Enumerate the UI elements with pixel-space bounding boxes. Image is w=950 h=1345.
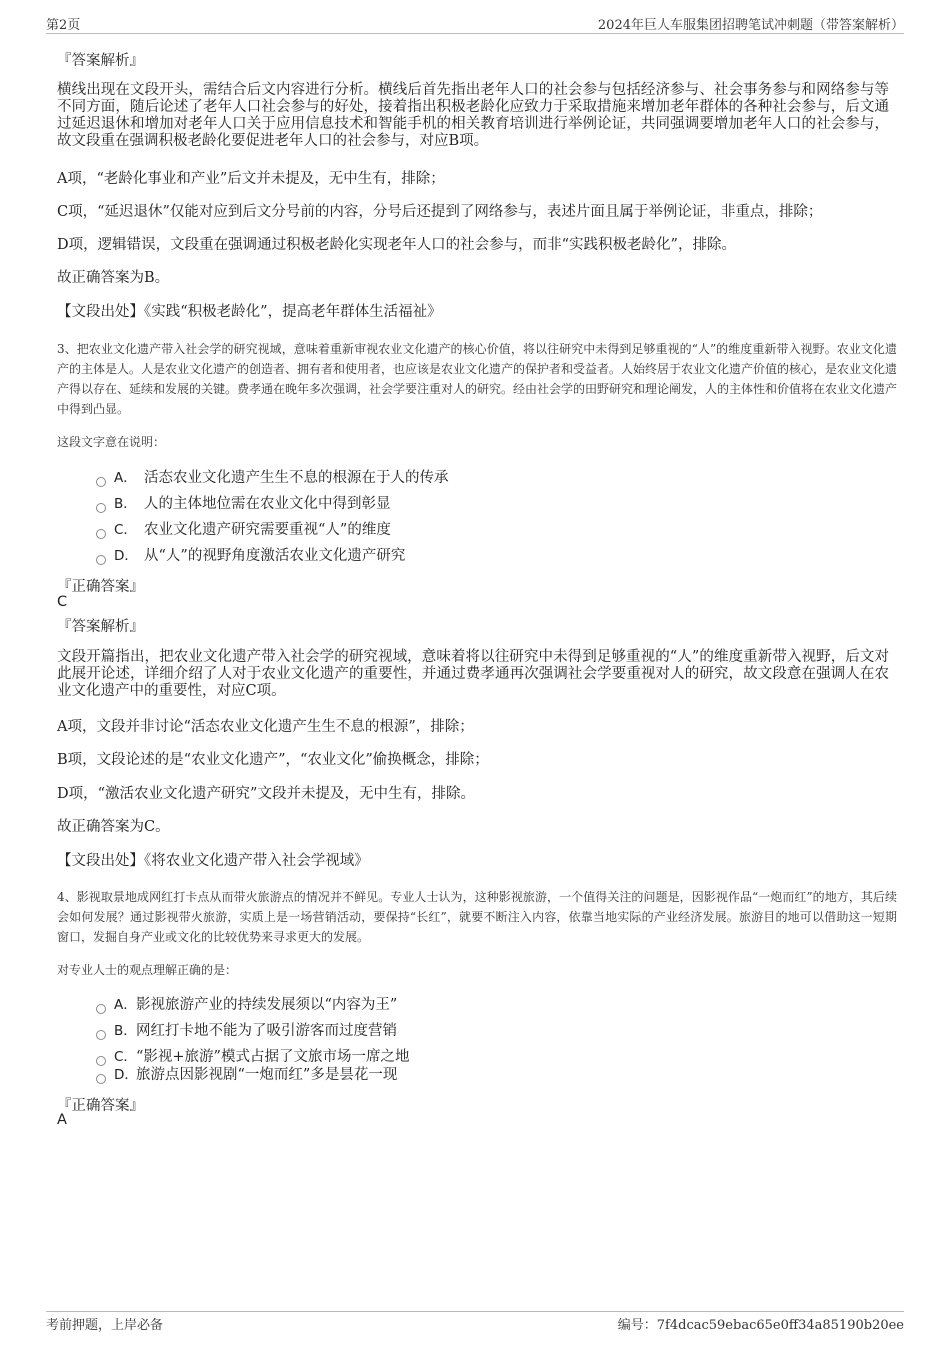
- radio-icon[interactable]: [96, 477, 106, 487]
- q3-option-a[interactable]: A． 活态农业文化遗产生生不息的根源在于人的传承: [96, 468, 449, 488]
- q2-option-c-note: C项，“延迟退休”仅能对应到后文分号前的内容，分号后还提到了网络参与，表述片面且属于举例论证，非重点，排除；: [57, 204, 823, 220]
- q4-option-d[interactable]: D．旅游点因影视剧“一炮而红”多是昙花一现: [96, 1065, 397, 1085]
- q3-analysis-label: 『答案解析』: [57, 619, 144, 635]
- q4-answer-label: 『正确答案』: [57, 1098, 144, 1114]
- header-divider: [46, 33, 904, 34]
- radio-icon[interactable]: [96, 1030, 106, 1040]
- q3-source: 【文段出处】《将农业文化遗产带入社会学视域》: [57, 853, 369, 869]
- q3-option-d-note: D项，“激活农业文化遗产研究”文段并未提及，无中生有，排除。: [57, 786, 475, 802]
- page-number: 第2页: [46, 18, 81, 33]
- footer-divider: [46, 1311, 904, 1312]
- q2-analysis-label: 『答案解析』: [57, 53, 144, 69]
- radio-icon[interactable]: [96, 503, 106, 513]
- q4-option-c[interactable]: C．“影视+旅游”模式占据了文旅市场一席之地: [96, 1047, 409, 1067]
- q4-stem: 4、影视取景地成网红打卡点从而带火旅游点的情况并不鲜见。专业人士认为，这种影视旅游，一个值得关注的问题是，因影视作品“一炮而红”的地方，其后续会如何发展？通过影视带火旅游，实质上是一场营销活动，要保持“长红”，就要不断注入内容，依靠当地实际的产业经济发展。旅游目的地可以借助这一短期窗口，发掘自身产业或文化的比较优势来寻求更大的发展。: [57, 890, 897, 944]
- q2-option-a-note: A项，“老龄化事业和产业”后文并未提及，无中生有，排除；: [57, 171, 445, 187]
- q3-analysis-text: 文段开篇指出，把农业文化遗产带入社会学的研究视域，意味着将以往研究中未得到足够重视的“人”的维度重新带入视野，后文对此展开论述，详细介绍了人对于农业文化遗产的重要性，并通过费孝通再次强调社会学要重视对人的研究，故文段意在强调人在农业文化遗产中的重要性，对应C项。: [57, 649, 889, 699]
- radio-icon[interactable]: [96, 555, 106, 565]
- document-id: 编号：7f4dcac59ebac65e0ff34a85190b20ee: [617, 1318, 904, 1333]
- document-title: 2024年巨人车服集团招聘笔试冲刺题（带答案解析）: [597, 18, 904, 33]
- radio-icon[interactable]: [96, 1074, 106, 1084]
- q3-stem: 3、把农业文化遗产带入社会学的研究视域，意味着重新审视农业文化遗产的核心价值，将以往研究中未得到足够重视的“人”的维度重新带入视野。农业文化遗产的主体是人。人是农业文化遗产的创造者、拥有者和使用者，也应该是农业文化遗产的保护者和受益者。人始终居于农业文化遗产价值的核心，是农业文化遗产得以存在、延续和发展的关键。费孝通在晚年多次强调，社会学要注重对人的研究。经由社会学的田野研究和理论阐发，人的主体性和价值将在农业文化遗产中得到凸显。: [57, 342, 898, 416]
- q4-prompt: 对专业人士的观点理解正确的是：: [57, 963, 238, 977]
- radio-icon[interactable]: [96, 1004, 106, 1014]
- q3-option-a-note: A项，文段并非讨论“活态农业文化遗产生生不息的根源”，排除；: [57, 719, 474, 735]
- radio-icon[interactable]: [96, 529, 106, 539]
- q3-option-c[interactable]: C． 农业文化遗产研究需要重视“人”的维度: [96, 520, 391, 540]
- q2-source: 【文段出处】《实践“积极老龄化”，提高老年群体生活福祉》: [57, 304, 442, 320]
- q4-option-a[interactable]: A．影视旅游产业的持续发展须以“内容为王”: [96, 995, 397, 1015]
- page-header: [46, 14, 904, 32]
- q3-prompt: 这段文字意在说明：: [57, 435, 166, 449]
- q3-answer: C: [57, 594, 68, 610]
- q2-final-answer: 故正确答案为B。: [57, 270, 170, 286]
- q3-answer-label: 『正确答案』: [57, 579, 144, 595]
- q3-option-b[interactable]: B． 人的主体地位需在农业文化中得到彰显: [96, 494, 391, 514]
- q3-final-answer: 故正确答案为C。: [57, 819, 170, 835]
- q2-option-d-note: D项，逻辑错误，文段重在强调通过积极老龄化实现老年人口的社会参与，而非“实践积极老龄化”，排除。: [57, 237, 736, 253]
- q3-option-d[interactable]: D． 从“人”的视野角度激活农业文化遗产研究: [96, 546, 405, 566]
- q2-analysis-text: 横线出现在文段开头，需结合后文内容进行分析。横线后首先指出老年人口的社会参与包括经济参与、社会事务参与和网络参与等不同方面，随后论述了老年人口社会参与的好处，接着指出积极老龄化应致力于采取措施来增加老年群体的各种社会参与，后文通过延迟退休和增加对老年人口关于应用信息技术和智能手机的相关教育培训进行举例论证，共同强调要增加老年人口的社会参与，故文段重在强调积极老龄化要促进老年人口的社会参与，对应B项。: [57, 82, 889, 149]
- q4-answer: A: [57, 1112, 67, 1128]
- footer-slogan: 考前押题，上岸必备: [46, 1318, 164, 1333]
- q4-option-b[interactable]: B．网红打卡地不能为了吸引游客而过度营销: [96, 1021, 397, 1041]
- q3-option-b-note: B项，文段论述的是“农业文化遗产”，“农业文化”偷换概念，排除；: [57, 752, 489, 768]
